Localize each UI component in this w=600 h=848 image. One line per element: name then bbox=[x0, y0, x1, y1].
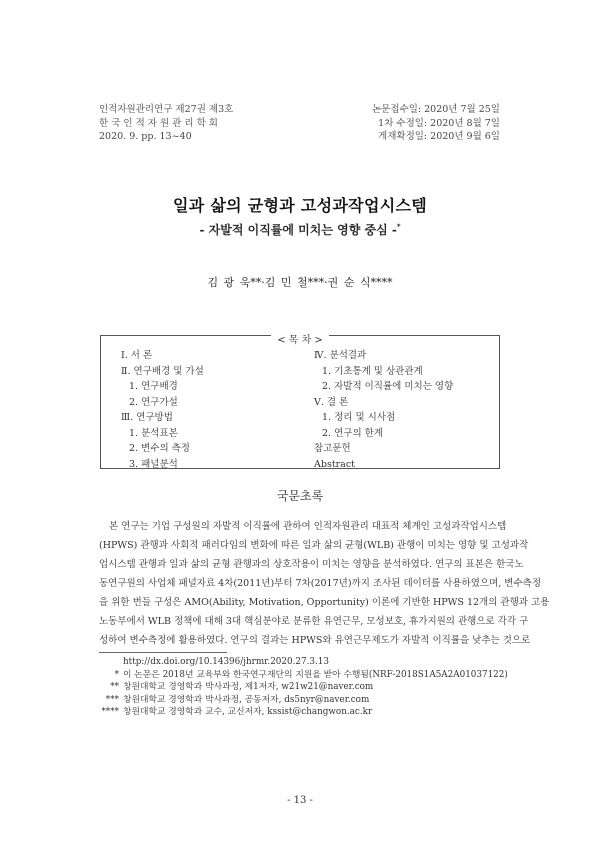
footnote-funding bbox=[99, 669, 508, 682]
toc-subsection: 2. 연구의 한계 bbox=[322, 427, 383, 439]
footnote-author2 bbox=[99, 694, 508, 707]
page-number: - 13 - bbox=[287, 795, 313, 806]
toc-section: Abstract bbox=[314, 458, 355, 470]
toc-subsection: 2. 연구가설 bbox=[129, 396, 178, 408]
paper-title: 일과 삶의 균형과 고성과작업시스템 bbox=[173, 196, 427, 215]
subtitle-text: - 자발적 이직률에 미치는 영향 중심 - bbox=[199, 223, 397, 237]
toc-subsection: 3. 패널분석 bbox=[129, 458, 178, 470]
footnote-author1 bbox=[99, 681, 508, 694]
footnote-divider bbox=[99, 652, 227, 653]
footnote-mark: **** bbox=[101, 707, 119, 717]
toc-subsection: 1. 분석표본 bbox=[129, 427, 178, 439]
subtitle-footnote-mark: * bbox=[396, 222, 401, 231]
received-date: 논문접수일: 2020년 7월 25일 bbox=[372, 104, 500, 115]
submission-dates bbox=[372, 103, 500, 144]
abstract-line: (HPWS) 관행과 사회적 패러다임의 변화에 따른 일과 삶의 균형(WLB) 관행이 미치는 영향 및 고성과작 bbox=[99, 540, 529, 551]
toc-subsection: 2. 변수의 측정 bbox=[129, 443, 190, 454]
toc-section: Ⅱ. 연구배경 및 가설 bbox=[121, 365, 204, 377]
toc-subsection: 1. 기초통계 및 상관관계 bbox=[322, 365, 423, 377]
journal-info bbox=[99, 103, 233, 144]
abstract-line: 성하여 변수측정에 활용하였다. 연구의 결과는 HPWS와 유연근무제도가 자발적 이직률을 낮추는 것으로 bbox=[99, 635, 531, 646]
abstract-heading: 국문초록 bbox=[276, 489, 324, 503]
journal-name: 인적자원관리연구 제27권 제3호 bbox=[99, 104, 234, 115]
toc-subsection: 1. 정리 및 시사점 bbox=[322, 412, 396, 423]
toc-section: Ⅴ. 결 론 bbox=[314, 396, 349, 408]
footnote-text: 창원대학교 경영학과 박사과정, 제1저자, w21w21@naver.com bbox=[123, 682, 374, 692]
toc-left-column bbox=[121, 348, 204, 472]
abstract-body bbox=[99, 517, 550, 650]
toc-section: Ⅰ. 서 론 bbox=[121, 350, 153, 361]
toc-subsection: 2. 자발적 이직률에 미치는 영향 bbox=[322, 381, 454, 392]
footnote-author3 bbox=[99, 706, 508, 719]
footnote-mark: * bbox=[114, 669, 119, 680]
footnote-mark: *** bbox=[105, 694, 119, 705]
footnote-text: 창원대학교 경영학과 박사과정, 공동저자, ds5nyr@naver.com bbox=[123, 694, 370, 705]
doi-link[interactable]: http://dx.doi.org/10.14396/jhrmr.2020.27.3.13 bbox=[123, 657, 329, 667]
footnote-doi bbox=[99, 656, 508, 669]
toc-subsection: 1. 연구배경 bbox=[129, 381, 178, 392]
author-list: 김 광 욱**·김 민 철***·권 순 식**** bbox=[207, 276, 393, 289]
toc-section: Ⅳ. 분석결과 bbox=[314, 350, 367, 361]
abstract-line: 동연구원의 사업체 패널자료 4차(2011년)부터 7차(2017년)까지 조사된 데이터를 사용하였으며, 변수측정 bbox=[99, 578, 541, 589]
toc-right-column bbox=[314, 348, 453, 472]
abstract-line: 을 위한 번들 구성은 AMO(Ability, Motivation, Opportunity) 이론에 기반한 HPWS 12개의 관행과 고용 bbox=[99, 597, 550, 608]
footnote-text: 창원대학교 경영학과 교수, 교신저자, kssist@changwon.ac.kr bbox=[123, 707, 373, 717]
footnotes bbox=[99, 656, 508, 719]
toc-section: Ⅲ. 연구방법 bbox=[121, 412, 173, 423]
abstract-line: 본 연구는 기업 구성원의 자발적 이직률에 관하여 인적자원관리 대표적 체계인 고성과작업시스템 bbox=[109, 521, 507, 532]
issue-pages: 2020. 9. pp. 13~40 bbox=[99, 131, 192, 142]
toc-section: 참고문헌 bbox=[314, 443, 351, 454]
footnote-text: 이 논문은 2018년 교육부와 한국연구재단의 지원을 받아 수행됨(NRF-2018S1A5A2A01037122) bbox=[123, 669, 508, 680]
accepted-date: 게재확정일: 2020년 9월 6일 bbox=[378, 131, 500, 142]
abstract-line: 노동부에서 WLB 정책에 대해 3대 핵심분야로 분류한 유연근무, 모성보호, 휴가지원의 관행으로 각각 구 bbox=[99, 616, 529, 627]
abstract-line: 업시스템 관행과 일과 삶의 균형 관행과의 상호작용이 미치는 영향을 분석하였다. 연구의 표본은 한국노 bbox=[99, 559, 524, 570]
paper-subtitle bbox=[0, 221, 600, 238]
revised-date: 1차 수정일: 2020년 8월 7일 bbox=[378, 117, 500, 129]
footnote-mark: ** bbox=[110, 682, 119, 692]
toc-heading: < 목 차 > bbox=[271, 335, 329, 346]
society-name: 한 국 인 적 자 원 관 리 학 회 bbox=[99, 117, 218, 129]
table-of-contents bbox=[100, 335, 500, 469]
